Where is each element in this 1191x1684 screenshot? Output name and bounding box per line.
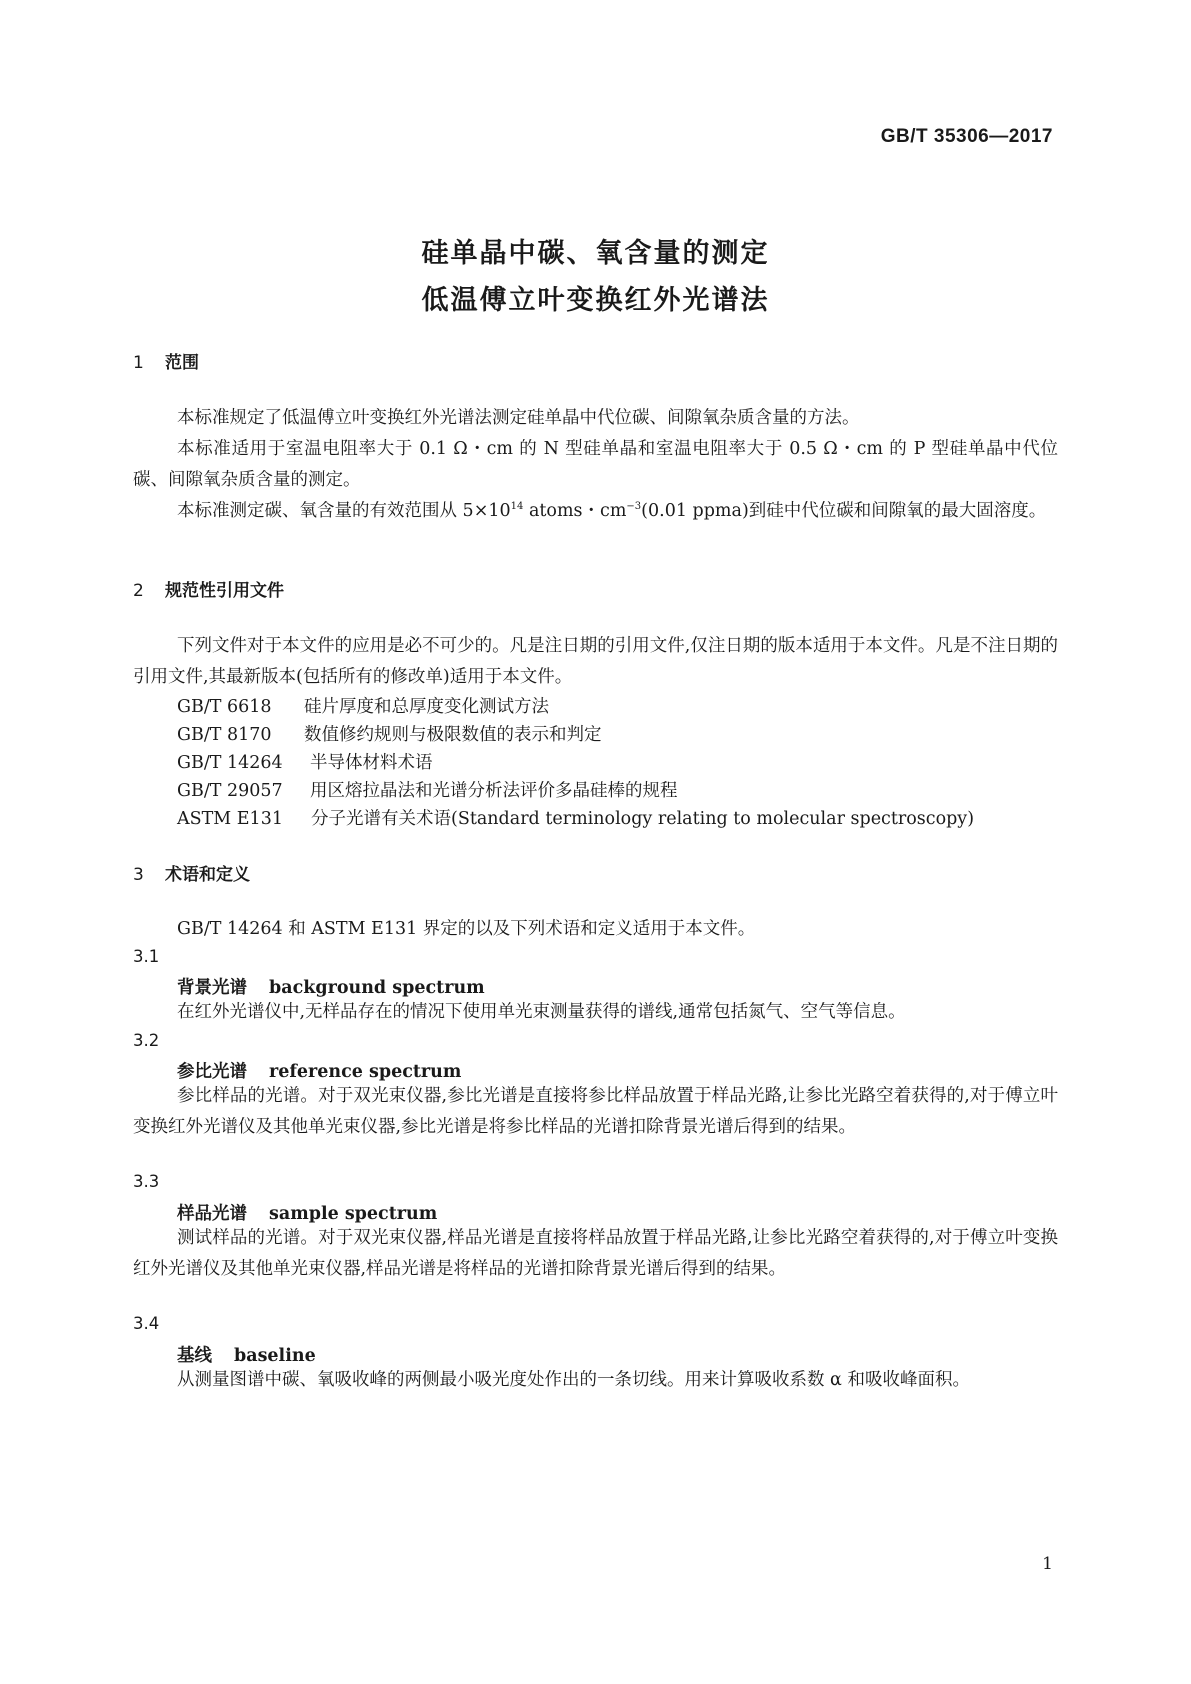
section-title: 术语和定义 bbox=[165, 865, 250, 885]
section-1-heading bbox=[133, 348, 199, 373]
term-en: sample spectrum bbox=[269, 1204, 438, 1224]
term-definition: 从测量图谱中碳、氧吸收峰的两侧最小吸光度处作出的一条切线。用来计算吸收系数 α 和吸收峰面积。 bbox=[177, 1370, 970, 1390]
reference-code: GB/T 6618 bbox=[177, 697, 272, 717]
reference-title: 数值修约规则与极限数值的表示和判定 bbox=[304, 725, 602, 745]
term-zh: 基线 bbox=[177, 1346, 212, 1366]
reference-title: 硅片厚度和总厚度变化测试方法 bbox=[304, 697, 549, 717]
section-number: 2 bbox=[133, 581, 144, 601]
section-title: 规范性引用文件 bbox=[165, 581, 284, 601]
section-title: 范围 bbox=[165, 353, 199, 373]
reference-title: 用区熔拉晶法和光谱分析法评价多晶硅棒的规程 bbox=[310, 781, 678, 801]
term-definition: 参比样品的光谱。对于双光束仪器,参比光谱是直接将参比样品放置于样品光路,让参比光路空着获得的,对于傅立叶变换红外光谱仪及其他单光束仪器,参比光谱是将参比样品的光谱扣除背景光谱后得到的结果。 bbox=[133, 1086, 1058, 1137]
reference-item bbox=[177, 777, 678, 802]
term-number: 3.1 bbox=[133, 947, 160, 966]
page-number: 1 bbox=[1042, 1554, 1053, 1574]
reference-code: ASTM E131 bbox=[177, 809, 283, 829]
reference-item bbox=[177, 805, 974, 830]
reference-code: GB/T 29057 bbox=[177, 781, 283, 801]
section-3-heading bbox=[133, 860, 250, 885]
reference-item bbox=[177, 721, 602, 746]
term-heading bbox=[177, 1200, 437, 1225]
term-heading bbox=[177, 1342, 316, 1367]
term-heading bbox=[177, 974, 485, 999]
term-zh: 样品光谱 bbox=[177, 1204, 247, 1224]
section-number: 1 bbox=[133, 353, 144, 373]
term-zh: 背景光谱 bbox=[177, 978, 247, 998]
normative-intro: 下列文件对于本文件的应用是必不可少的。凡是注日期的引用文件,仅注日期的版本适用于本文件。凡是不注日期的引用文件,其最新版本(包括所有的修改单)适用于本文件。 bbox=[133, 636, 1058, 687]
reference-title: 半导体材料术语 bbox=[310, 753, 433, 773]
term-en: reference spectrum bbox=[269, 1062, 462, 1082]
section-2-heading bbox=[133, 576, 284, 601]
term-definition: 测试样品的光谱。对于双光束仪器,样品光谱是直接将样品放置于样品光路,让参比光路空着获得的,对于傅立叶变换红外光谱仪及其他单光束仪器,样品光谱是将样品的光谱扣除背景光谱后得到的结果。 bbox=[133, 1228, 1058, 1279]
document-title-line2: 低温傅立叶变换红外光谱法 bbox=[421, 285, 770, 316]
terms-intro: GB/T 14264 和 ASTM E131 界定的以及下列术语和定义适用于本文件。 bbox=[177, 919, 756, 939]
section-number: 3 bbox=[133, 865, 144, 885]
reference-title: 分子光谱有关术语(Standard terminology relating to molecular spectroscopy) bbox=[311, 809, 975, 829]
reference-code: GB/T 14264 bbox=[177, 753, 283, 773]
document-title-line1: 硅单晶中碳、氧含量的测定 bbox=[421, 238, 770, 269]
term-number: 3.4 bbox=[133, 1314, 160, 1333]
reference-item bbox=[177, 693, 549, 718]
term-en: background spectrum bbox=[269, 978, 485, 998]
term-en: baseline bbox=[234, 1346, 316, 1366]
term-zh: 参比光谱 bbox=[177, 1062, 247, 1082]
term-number: 3.3 bbox=[133, 1172, 160, 1191]
term-definition: 在红外光谱仪中,无样品存在的情况下使用单光束测量获得的谱线,通常包括氮气、空气等信息。 bbox=[177, 1002, 906, 1022]
scope-paragraph-3: 本标准测定碳、氧含量的有效范围从 $5\times 10^{14}$ atoms・$cm^{-3}(0.01$ ppma)到硅中代位碳和间隙氧的最大固溶度。 bbox=[177, 501, 1047, 521]
reference-item bbox=[177, 749, 433, 774]
term-heading bbox=[177, 1058, 461, 1083]
scope-paragraph-1: 本标准规定了低温傅立叶变换红外光谱法测定硅单晶中代位碳、间隙氧杂质含量的方法。 bbox=[177, 408, 860, 428]
reference-code: GB/T 8170 bbox=[177, 725, 272, 745]
standard-code: GB/T 35306—2017 bbox=[880, 126, 1053, 147]
term-number: 3.2 bbox=[133, 1031, 160, 1050]
scope-paragraph-2: 本标准适用于室温电阻率大于 0.1 Ω・cm 的 N 型硅单晶和室温电阻率大于 0.5 Ω・cm 的 P 型硅单晶中代位碳、间隙氧杂质含量的测定。 bbox=[133, 439, 1058, 490]
